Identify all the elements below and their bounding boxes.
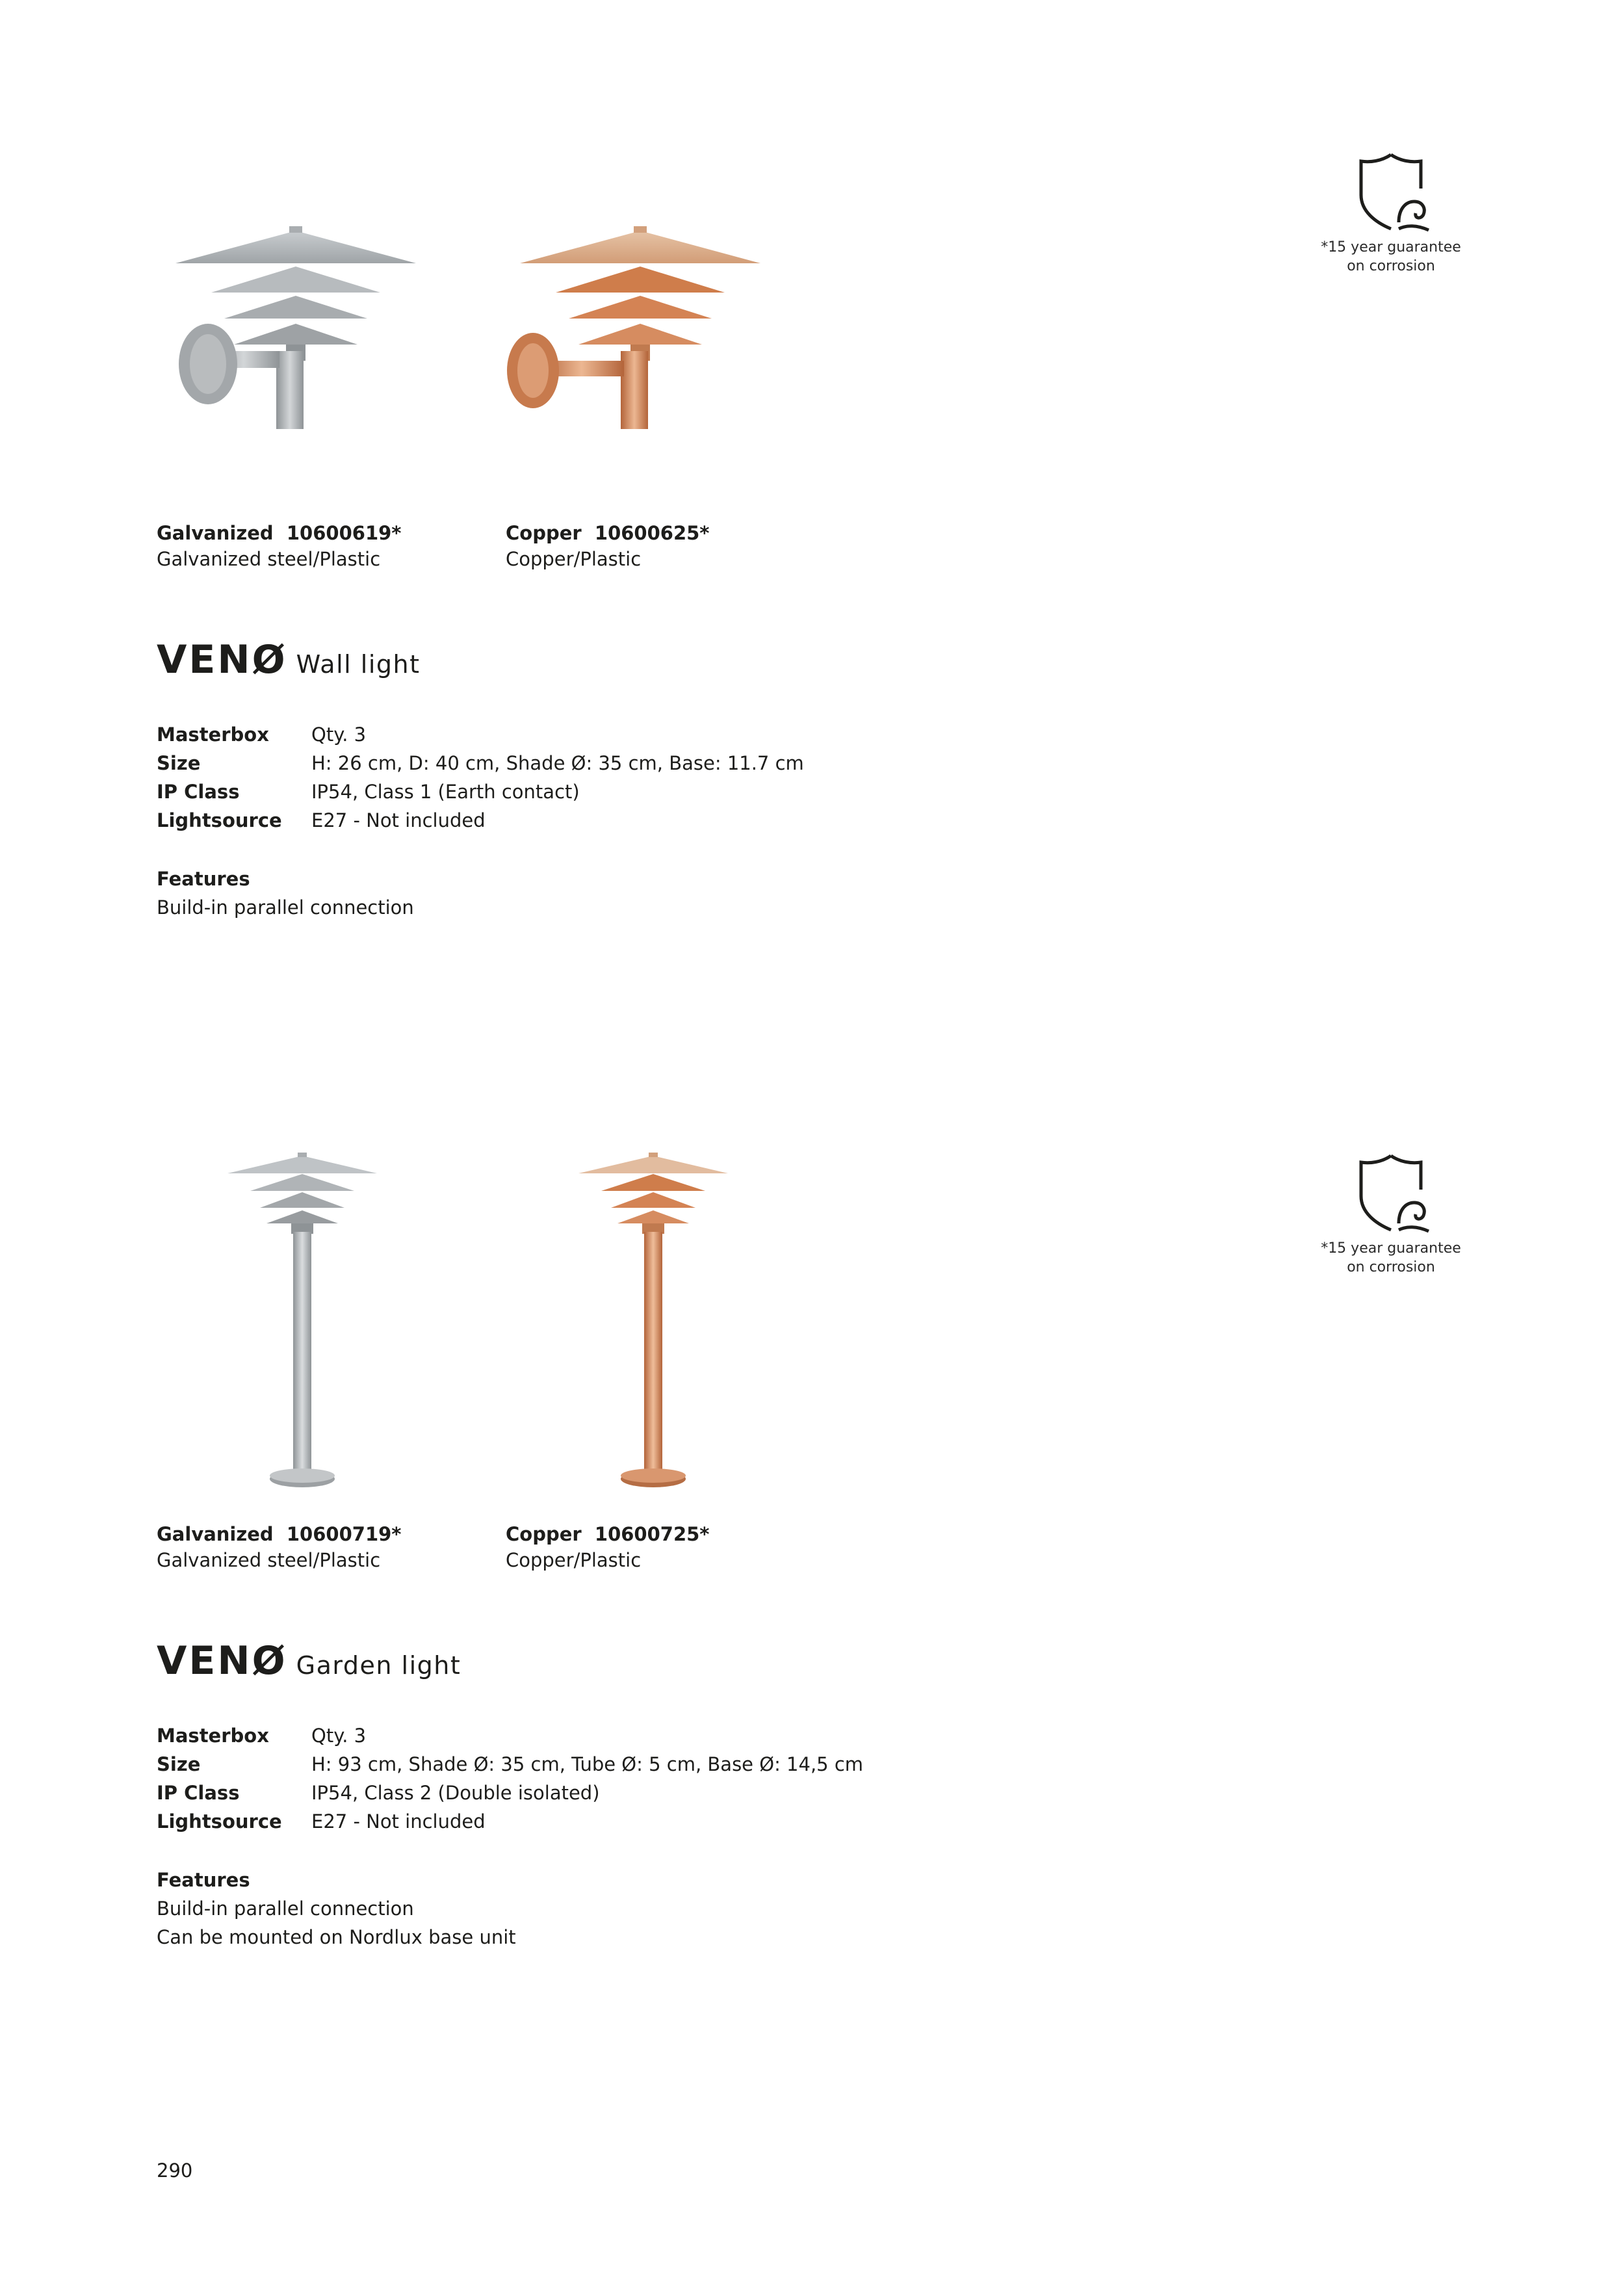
wall-light-title — [157, 637, 421, 683]
features-heading: Features — [157, 1869, 250, 1891]
spec-row-size — [157, 1750, 863, 1779]
guarantee-text-line1: *15 year guarantee — [1321, 1240, 1461, 1257]
wall-variant-galvanized — [157, 520, 401, 572]
spec-key: Size — [157, 752, 201, 774]
guarantee-badge — [1313, 1151, 1469, 1277]
variant-material: Galvanized steel/Plastic — [157, 548, 381, 570]
spec-key: Size — [157, 1753, 201, 1775]
shield-wave-icon — [1352, 1151, 1430, 1235]
spec-row-masterbox — [157, 1721, 863, 1750]
spec-value: H: 93 cm, Shade Ø: 35 cm, Tube Ø: 5 cm, Base Ø: 14,5 cm — [311, 1753, 864, 1775]
spec-key: Masterbox — [157, 1725, 269, 1747]
garden-light-galvanized-image — [214, 1151, 390, 1495]
guarantee-badge — [1313, 150, 1469, 276]
spec-value: E27 - Not included — [311, 1810, 486, 1833]
product-name: VENØ — [157, 637, 287, 683]
feature-item: Build-in parallel connection — [157, 1898, 414, 1920]
features-heading: Features — [157, 868, 250, 890]
spec-key: Masterbox — [157, 724, 269, 746]
spec-row-size — [157, 749, 804, 777]
variant-material: Galvanized steel/Plastic — [157, 1549, 381, 1571]
wall-variant-copper — [506, 520, 709, 572]
wall-light-features — [157, 865, 414, 922]
wall-light-copper-image — [494, 215, 786, 436]
spec-value: IP54, Class 1 (Earth contact) — [311, 781, 580, 803]
guarantee-text-line2: on corrosion — [1347, 1259, 1435, 1275]
spec-row-masterbox — [157, 720, 804, 749]
spec-value: H: 26 cm, D: 40 cm, Shade Ø: 35 cm, Base: 11.7 cm — [311, 752, 804, 774]
feature-item: Can be mounted on Nordlux base unit — [157, 1926, 516, 1948]
guarantee-text-line1: *15 year guarantee — [1321, 239, 1461, 255]
wall-light-specs — [157, 720, 804, 835]
spec-key: IP Class — [157, 781, 240, 803]
garden-light-specs — [157, 1721, 863, 1836]
spec-value: Qty. 3 — [311, 1725, 367, 1747]
page-number: 290 — [157, 2159, 193, 2182]
spec-key: Lightsource — [157, 809, 282, 831]
shield-wave-icon — [1352, 150, 1430, 234]
variant-name: Galvanized 10600719* — [157, 1523, 402, 1545]
product-type: Wall light — [296, 650, 421, 679]
spec-value: Qty. 3 — [311, 724, 367, 746]
wall-light-galvanized-image — [149, 215, 442, 436]
feature-item: Build-in parallel connection — [157, 896, 414, 919]
spec-value: IP54, Class 2 (Double isolated) — [311, 1782, 600, 1804]
spec-key: Lightsource — [157, 1810, 282, 1833]
product-name: VENØ — [157, 1638, 287, 1684]
garden-variant-galvanized — [157, 1521, 401, 1573]
garden-light-features — [157, 1866, 516, 1951]
variant-name: Galvanized 10600619* — [157, 522, 402, 544]
variant-material: Copper/Plastic — [506, 548, 642, 570]
spec-row-ip-class — [157, 1779, 863, 1807]
product-type: Garden light — [296, 1651, 461, 1680]
spec-row-ip-class — [157, 777, 804, 806]
variant-name: Copper 10600725* — [506, 1523, 710, 1545]
variant-name: Copper 10600625* — [506, 522, 710, 544]
spec-row-lightsource — [157, 1807, 863, 1836]
garden-variant-copper — [506, 1521, 709, 1573]
variant-material: Copper/Plastic — [506, 1549, 642, 1571]
guarantee-text-line2: on corrosion — [1347, 258, 1435, 274]
spec-value: E27 - Not included — [311, 809, 486, 831]
spec-key: IP Class — [157, 1782, 240, 1804]
garden-light-title — [157, 1638, 461, 1684]
garden-light-copper-image — [565, 1151, 741, 1495]
spec-row-lightsource — [157, 806, 804, 835]
